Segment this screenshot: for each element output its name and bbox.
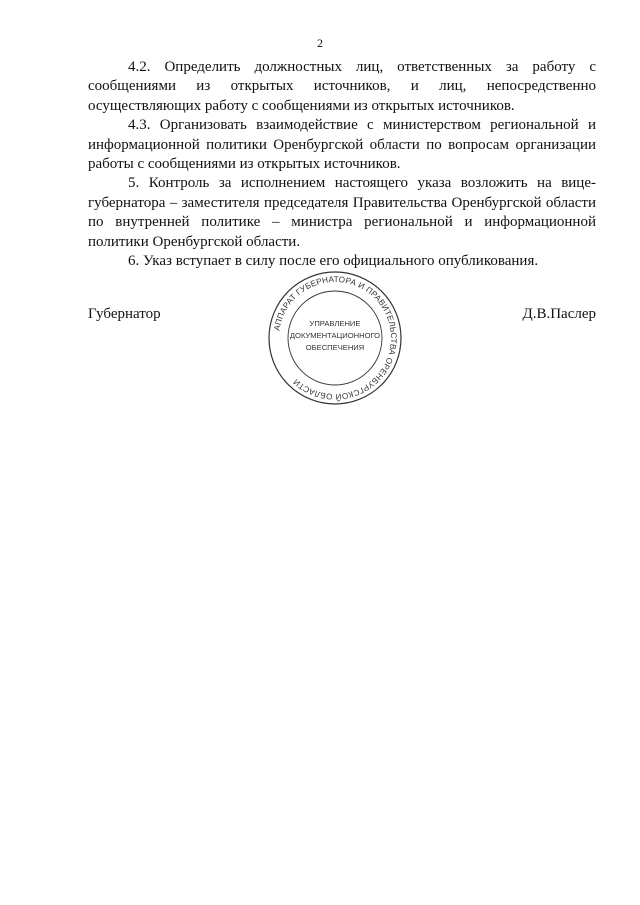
official-stamp bbox=[267, 270, 403, 406]
signatory-title: Губернатор bbox=[88, 306, 161, 322]
stamp-center-line-2: ДОКУМЕНТАЦИОННОГО bbox=[289, 331, 381, 340]
paragraph-4-3: 4.3. Организовать взаимодействие с министерством региональной и информационной политики Оренбургской области по вопросам организации работы с сообщениями из открытых источников. bbox=[88, 117, 596, 173]
stamp-center-line-3: ОБЕСПЕЧЕНИЯ bbox=[305, 343, 365, 352]
stamp-ring-text: АППАРАТ ГУБЕРНАТОРА И ПРАВИТЕЛЬСТВА ОРЕНБУРГСКОЙ ОБЛАСТИ bbox=[272, 274, 399, 402]
paragraph-4-2: 4.2. Определить должностных лиц, ответственных за работу с сообщениями из открытых источников, и лиц, непосредственно осуществляющих работу с сообщениями из открытых источников. bbox=[88, 59, 596, 114]
paragraph-6: 6. Указ вступает в силу после его официального опубликования. bbox=[128, 253, 539, 270]
paragraph-5: 5. Контроль за исполнением настоящего указа возложить на вице-губернатора – заместителя председателя Правительства Оренбургской области по внутренней политике – министра региональной и информационной политики Оренбургской области. bbox=[88, 175, 596, 250]
decree-body bbox=[88, 58, 596, 271]
page-number: 2 bbox=[317, 36, 323, 50]
signatory-name: Д.В.Паслер bbox=[522, 306, 596, 322]
stamp-center-line-1: УПРАВЛЕНИЕ bbox=[309, 319, 361, 328]
